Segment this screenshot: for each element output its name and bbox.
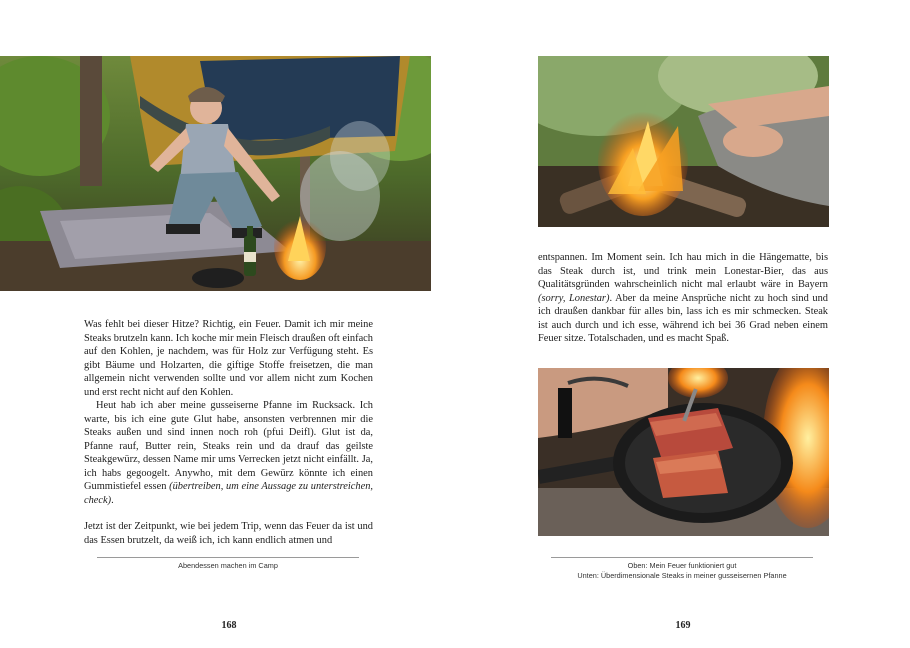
italic-aside: (sorry, Lonestar) xyxy=(538,292,610,304)
right-body-text xyxy=(538,251,828,346)
paragraph-1: Was fehlt bei dieser Hitze? Richtig, ein Feuer. Damit ich mir meine Steaks brutzeln kann. Ich koche mir mein Fleisch draußen oft einfach auf den Kohlen, je nachdem, was für Holz zur Verfügung steht. Es gibt Bäume und Holzarten, die giftige Stoffe freisetzen, die man allgemein nicht verwenden sollte und vor allem nicht zum Kochen und erst recht nicht auf den Kohlen. xyxy=(84,319,373,398)
campfire-illustration xyxy=(538,56,829,227)
campfire-photo xyxy=(538,56,829,227)
right-paragraph: entspannen. Im Moment sein. Ich hau mich in die Hängematte, bis das Steak durch ist, und trink mein Lonestar-Bier, das aus Qualitätsgründen wahrscheinlich nicht mal erlaubt wäre in Bayern (sorry, Lonestar). Aber da meine Ansprüche nicht zu hoch sind und ich draußen dankbar für alles bin, lass ich es mir schmecken. Steak ist auch durch und ich esse, während ich bei 36 Grad neben einem Feuer sitze. Totalschaden, und es macht Spaß. xyxy=(538,252,828,344)
camp-scene-illustration xyxy=(0,56,431,291)
page-number-right: 169 xyxy=(675,620,691,631)
page-number-left: 168 xyxy=(221,620,237,631)
right-caption xyxy=(551,561,813,581)
steak-pan-illustration xyxy=(538,368,829,536)
left-caption-rule xyxy=(97,557,359,558)
caption-bottom: Unten: Überdimensionale Steaks in meiner gusseisernen Pfanne xyxy=(577,571,787,580)
paragraph-2: Heut hab ich aber meine gusseiserne Pfanne im Rucksack. Ich warte, bis ich eine gute Glut habe, ansonsten verbrennen mir die Steaks außen und sind innen noch roh (pfui Deifl). Glut ist da, Pfanne rauf, Butter rein, Steaks rein und da drauf das geilste Steakgewürz, dessen Name mir ums Verrecken jetzt nicht einfällt. Ja, ich habs gegoogelt. Anywho, mit dem Gewürz könnte ich einen Gummistiefel essen (übertreiben, um eine Aussage zu unterstreichen, check). xyxy=(84,400,373,506)
right-caption-rule xyxy=(551,557,813,558)
left-caption: Abendessen machen im Camp xyxy=(178,561,278,570)
left-body-text xyxy=(84,318,373,547)
right-page xyxy=(455,0,910,648)
paragraph-3: Jetzt ist der Zeitpunkt, wie bei jedem Trip, wenn das Feuer da ist und das Essen brutzelt, da weiß ich, ich kann endlich atmen und xyxy=(84,521,373,546)
caption-top: Oben: Mein Feuer funktioniert gut xyxy=(627,561,737,570)
camp-dinner-photo xyxy=(0,56,431,291)
italic-aside: (übertreiben, um eine Aussage zu unterstreichen, check) xyxy=(84,481,373,506)
steak-pan-photo xyxy=(538,368,829,536)
